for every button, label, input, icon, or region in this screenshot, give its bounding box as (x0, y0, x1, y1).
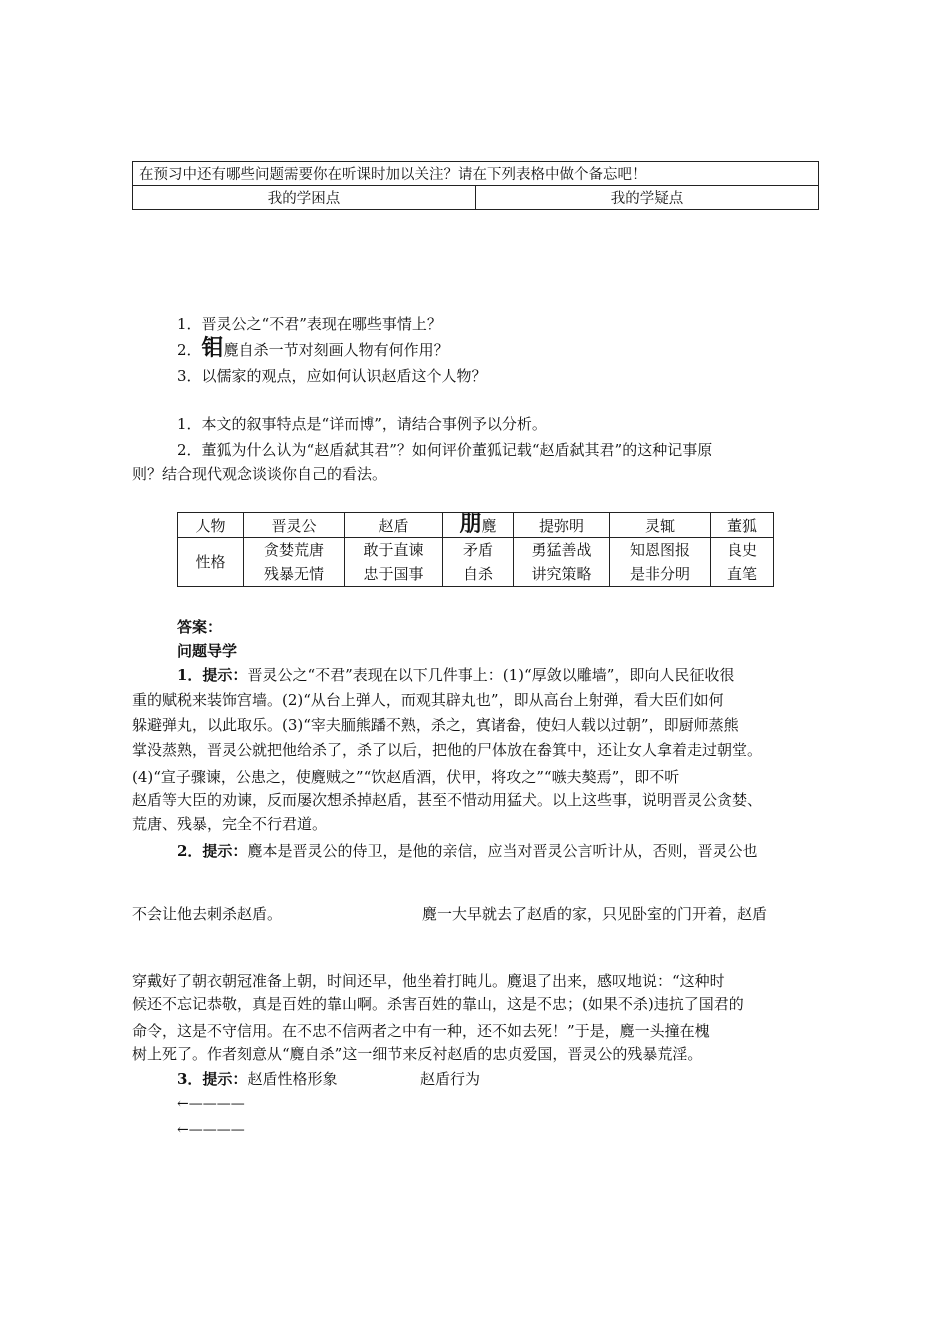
memo-col-difficulties: 我的学困点 (133, 186, 476, 210)
question-1-3: 3．以儒家的观点，应如何认识赵盾这个人物？ (177, 367, 487, 385)
answer-2-line: 穿戴好了朝衣朝冠准备上朝，时间还早，他坐着打盹儿。麑退了出来，感叹地说：“这种时 (132, 972, 725, 990)
memo-prompt: 在预习中还有哪些问题需要你在听课时加以关注？请在下列表格中做个备忘吧！ (133, 162, 819, 186)
memo-col-doubts: 我的学疑点 (476, 186, 819, 210)
trait-cell: 知恩图报 是非分明 (610, 538, 711, 587)
arrow-line: ←———— (177, 1096, 245, 1112)
answers-section (132, 617, 832, 1157)
rare-glyph: 钼 (201, 335, 224, 361)
answers-title: 答案： (177, 618, 223, 636)
header-cell: 人物 (178, 513, 244, 538)
answer-2-line: 麑一大早就去了赵盾的家，只见卧室的门开着，赵盾 (422, 905, 768, 923)
memo-table (132, 161, 819, 210)
trait-cell: 勇猛善战 讲究策略 (514, 538, 610, 587)
answer-1-line: 掌没蒸熟，晋灵公就把他给杀了，杀了以后，把他的尸体放在畚箕中，还让女人拿着走过朝堂。 (132, 741, 763, 759)
answers-subtitle: 问题导学 (177, 642, 238, 660)
answer-2-line: 2．提示：麑本是晋灵公的侍卫，是他的亲信，应当对晋灵公言听计从，否则，晋灵公也 (177, 842, 758, 860)
character-table (177, 512, 774, 587)
answer-1-line: 1．提示：晋灵公之“不君”表现在以下几件事上：(1)“厚敛以雕墙”，即向人民征收很 (177, 666, 735, 684)
question-1-1: 1．晋灵公之“不君”表现在哪些事情上？ (177, 315, 442, 333)
answer-2-line: 树上死了。作者刻意从“麑自杀”这一细节来反衬赵盾的忠贞爱国，晋灵公的残暴荒淫。 (132, 1045, 703, 1063)
answer-3-line: 3．提示：赵盾性格形象 (177, 1070, 338, 1088)
answer-1-line: 躲避弹丸，以此取乐。(3)“宰夫胹熊蹯不熟，杀之，寘诸畚，使妇人载以过朝”，即厨师蒸熊 (132, 716, 739, 734)
trait-cell: 良史 直笔 (711, 538, 774, 587)
header-cell: 提弥明 (514, 513, 610, 538)
answer-1-line: 重的赋税来装饰宫墙。(2)“从台上弹人，而观其辟丸也”，即从高台上射弹，看大臣们如何 (132, 691, 724, 709)
header-cell: 赵盾 (345, 513, 443, 538)
row-label: 性格 (178, 538, 244, 587)
answer-1-line: 荒唐、残暴，完全不行君道。 (132, 815, 328, 833)
header-cell: 朋麑 (443, 513, 514, 538)
trait-cell: 敢于直谏 忠于国事 (345, 538, 443, 587)
header-cell: 灵辄 (610, 513, 711, 538)
answer-2-line: 不会让他去刺杀赵盾。 (132, 905, 283, 923)
question-2-2-cont: 则？结合现代观念谈谈你自己的看法。 (132, 465, 388, 483)
answer-1-line: (4)“宣子骤谏，公患之，使麑贼之”“饮赵盾酒，伏甲，将攻之”“嗾夫獒焉”，即不听 (132, 768, 680, 786)
trait-cell: 贪婪荒唐 残暴无情 (244, 538, 345, 587)
question-2-1: 1．本文的叙事特点是“详而博”，请结合事例予以分析。 (177, 415, 547, 433)
question-1-2: 2．钼麑自杀一节对刻画人物有何作用？ (177, 335, 449, 361)
arrow-line: ←———— (177, 1122, 245, 1138)
answer-1-line: 赵盾等大臣的劝谏，反而屡次想杀掉赵盾，甚至不惜动用猛犬。以上这些事，说明晋灵公贪婪、 (132, 791, 763, 809)
trait-cell: 矛盾 自杀 (443, 538, 514, 587)
answer-2-line: 候还不忘记恭敬，真是百姓的靠山啊。杀害百姓的靠山，这是不忠；(如果不杀)违抗了国君的 (132, 995, 744, 1013)
answer-2-line: 命令，这是不守信用。在不忠不信两者之中有一种，还不如去死！”于是，麑一头撞在槐 (132, 1022, 710, 1040)
question-2-2: 2．董狐为什么认为“赵盾弑其君”？如何评价董狐记载“赵盾弑其君”的这种记事原 (177, 441, 713, 459)
header-cell: 晋灵公 (244, 513, 345, 538)
header-cell: 董狐 (711, 513, 774, 538)
answer-3-right: 赵盾行为 (420, 1070, 481, 1088)
